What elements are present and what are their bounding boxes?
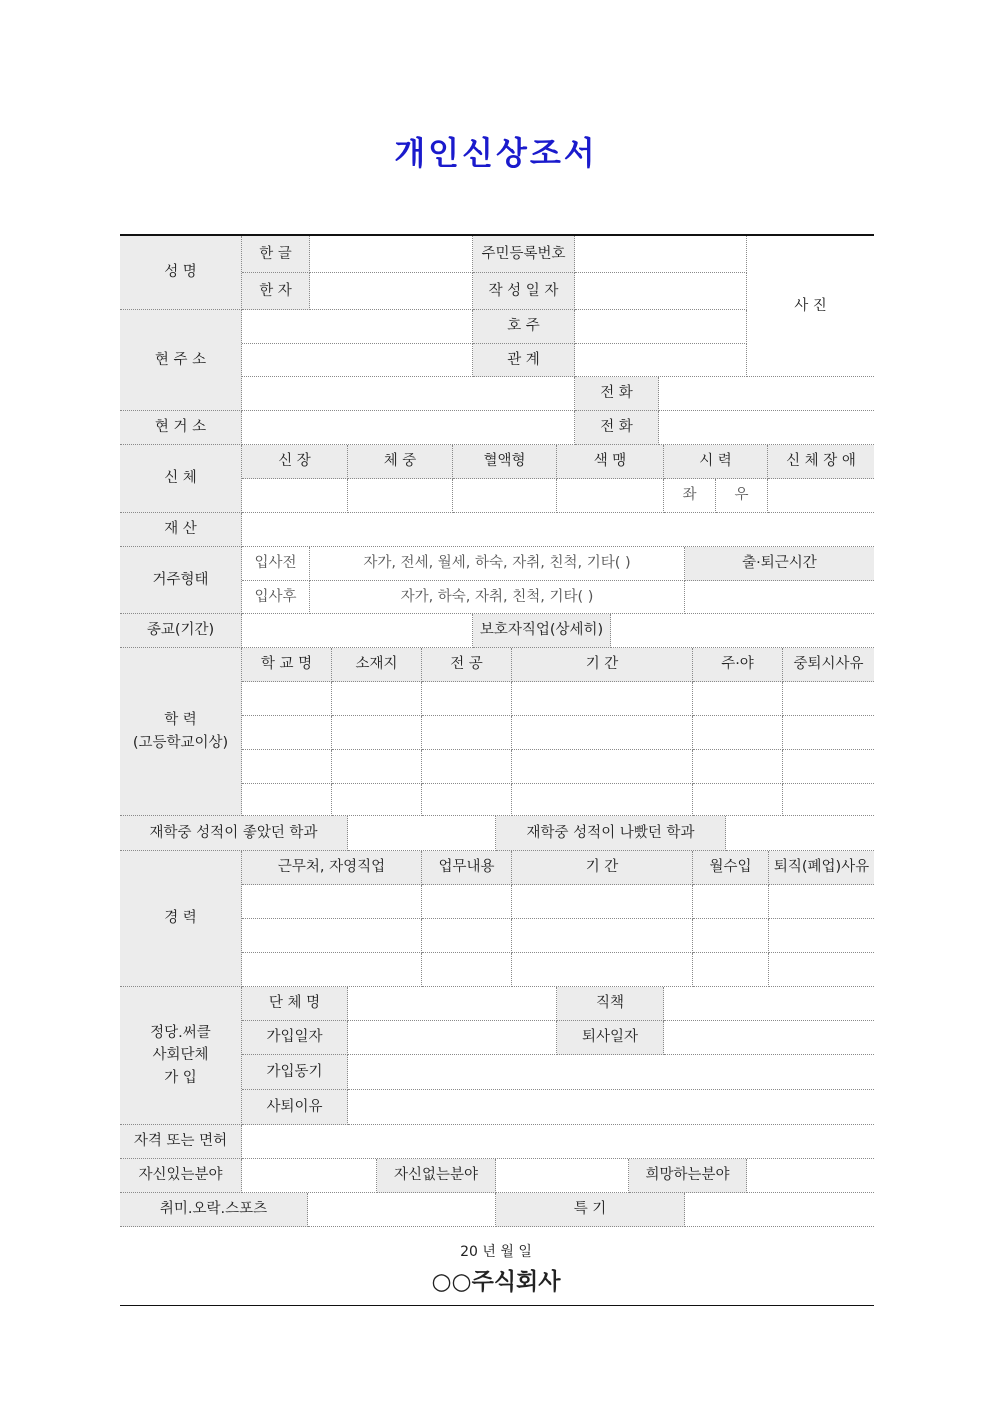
career-cell[interactable] xyxy=(242,919,422,953)
written-date-label: 작 성 일 자 xyxy=(473,273,575,310)
desired-area-label: 희망하는분야 xyxy=(629,1159,747,1193)
property-label: 재 산 xyxy=(120,513,242,547)
position-label: 직책 xyxy=(557,987,664,1021)
group-membership-label xyxy=(120,987,242,1125)
education-cell[interactable] xyxy=(693,784,783,816)
hanja-name-field[interactable] xyxy=(310,273,473,310)
special-skill-field[interactable] xyxy=(685,1193,874,1227)
education-cell[interactable] xyxy=(693,750,783,784)
group-label-line3: 가 입 xyxy=(164,1069,197,1086)
career-cell[interactable] xyxy=(242,953,422,987)
career-label: 경 력 xyxy=(120,851,242,987)
resident-no-field[interactable] xyxy=(575,236,747,273)
education-cell[interactable] xyxy=(422,682,512,716)
body-label: 신 체 xyxy=(120,445,242,513)
school-name-header: 학 교 명 xyxy=(242,648,332,682)
blood-type-header: 혈액형 xyxy=(453,445,557,479)
written-date-field[interactable] xyxy=(575,273,747,310)
special-skill-label: 특 기 xyxy=(496,1193,685,1227)
education-cell[interactable] xyxy=(512,716,693,750)
color-blind-field[interactable] xyxy=(557,479,664,513)
unconfident-area-label: 자신없는분야 xyxy=(377,1159,496,1193)
current-address-label: 현 주 소 xyxy=(120,310,242,411)
photo-box[interactable]: 사 진 xyxy=(747,236,874,377)
householder-label: 호 주 xyxy=(473,310,575,344)
education-cell[interactable] xyxy=(422,716,512,750)
join-date-label: 가입일자 xyxy=(242,1021,348,1055)
education-cell[interactable] xyxy=(693,716,783,750)
group-name-field[interactable] xyxy=(348,987,557,1021)
disability-header: 신 체 장 애 xyxy=(768,445,874,479)
education-cell[interactable] xyxy=(332,784,422,816)
form-table xyxy=(120,234,874,1228)
education-period-header: 기 간 xyxy=(512,648,693,682)
residence-phone-field[interactable] xyxy=(659,411,874,445)
career-cell[interactable] xyxy=(693,885,769,919)
education-cell[interactable] xyxy=(783,784,874,816)
guardian-job-label: 보호자직업(상세히) xyxy=(473,614,611,648)
leave-date-field[interactable] xyxy=(664,1021,874,1055)
license-field[interactable] xyxy=(242,1125,874,1159)
leave-reason-field[interactable] xyxy=(348,1090,874,1125)
group-label-line1: 정당.써클 xyxy=(150,1024,211,1041)
career-cell[interactable] xyxy=(422,953,512,987)
after-joining-label: 입사후 xyxy=(242,581,310,614)
day-night-header: 주·야 xyxy=(693,648,783,682)
bottom-rule xyxy=(120,1305,874,1306)
company-name: ○○주식회사 xyxy=(431,1269,561,1295)
education-cell[interactable] xyxy=(512,750,693,784)
vision-header: 시 력 xyxy=(664,445,768,479)
education-cell[interactable] xyxy=(512,784,693,816)
housing-label: 거주형태 xyxy=(120,547,242,614)
education-cell[interactable] xyxy=(693,682,783,716)
bad-subject-label: 재학중 성적이 나빴던 학과 xyxy=(496,816,726,851)
career-period-header: 기 간 xyxy=(512,851,693,885)
duties-header: 업무내용 xyxy=(422,851,512,885)
phone-field[interactable] xyxy=(659,377,874,411)
education-cell[interactable] xyxy=(242,716,332,750)
good-subject-label: 재학중 성적이 좋았던 학과 xyxy=(120,816,348,851)
career-cell[interactable] xyxy=(693,953,769,987)
householder-field[interactable] xyxy=(575,310,747,344)
blood-type-field[interactable] xyxy=(453,479,557,513)
education-label-line2: (고등학교이상) xyxy=(132,734,229,751)
education-cell[interactable] xyxy=(332,750,422,784)
career-cell[interactable] xyxy=(512,885,693,919)
vision-right-field[interactable]: 우 xyxy=(716,479,768,513)
residence-label: 현 거 소 xyxy=(120,411,242,445)
education-cell[interactable] xyxy=(332,716,422,750)
current-address-field-3[interactable] xyxy=(242,377,575,411)
residence-field[interactable] xyxy=(242,411,575,445)
join-motive-field[interactable] xyxy=(348,1055,874,1090)
career-cell[interactable] xyxy=(693,919,769,953)
education-cell[interactable] xyxy=(783,750,874,784)
education-label xyxy=(120,648,242,816)
color-blind-header: 색 맹 xyxy=(557,445,664,479)
vision-left-field[interactable]: 좌 xyxy=(664,479,716,513)
education-cell[interactable] xyxy=(242,750,332,784)
weight-header: 체 중 xyxy=(348,445,453,479)
relation-label: 관 계 xyxy=(473,344,575,377)
career-cell[interactable] xyxy=(422,919,512,953)
after-joining-options[interactable]: 자가, 하숙, 자취, 친척, 기타( ) xyxy=(310,581,685,614)
career-cell[interactable] xyxy=(512,953,693,987)
hobby-field[interactable] xyxy=(308,1193,496,1227)
workplace-header: 근무처, 자영직업 xyxy=(242,851,422,885)
guardian-job-field[interactable] xyxy=(611,614,874,648)
before-joining-label: 입사전 xyxy=(242,547,310,581)
education-cell[interactable] xyxy=(242,784,332,816)
education-cell[interactable] xyxy=(242,682,332,716)
confident-area-label: 자신있는분야 xyxy=(120,1159,242,1193)
leave-reason-label: 사퇴이유 xyxy=(242,1090,348,1125)
education-cell[interactable] xyxy=(783,716,874,750)
license-label: 자격 또는 면허 xyxy=(120,1125,242,1159)
education-cell[interactable] xyxy=(783,682,874,716)
group-label-line2: 사회단체 xyxy=(152,1047,209,1064)
before-joining-options[interactable]: 자가, 전세, 월세, 하숙, 자취, 친척, 기타( ) xyxy=(310,547,685,581)
education-label-line1: 학 력 xyxy=(164,712,197,729)
education-cell[interactable] xyxy=(332,682,422,716)
hangul-label: 한 글 xyxy=(242,236,310,273)
leave-date-label: 퇴사일자 xyxy=(557,1021,664,1055)
good-subject-field[interactable] xyxy=(348,816,496,851)
height-header: 신 장 xyxy=(242,445,348,479)
relation-field[interactable] xyxy=(575,344,747,377)
bad-subject-field[interactable] xyxy=(726,816,874,851)
disability-field[interactable] xyxy=(768,479,874,513)
education-cell[interactable] xyxy=(422,784,512,816)
career-cell[interactable] xyxy=(422,885,512,919)
education-cell[interactable] xyxy=(512,682,693,716)
education-cell[interactable] xyxy=(422,750,512,784)
career-cell[interactable] xyxy=(769,919,874,953)
resignation-reason-header: 퇴직(폐업)사유 xyxy=(769,851,874,885)
unconfident-area-field[interactable] xyxy=(496,1159,629,1193)
career-cell[interactable] xyxy=(769,953,874,987)
group-name-label: 단 체 명 xyxy=(242,987,348,1021)
religion-field[interactable] xyxy=(242,614,473,648)
career-cell[interactable] xyxy=(242,885,422,919)
date-line: 20 년 월 일 xyxy=(460,1244,532,1260)
hanja-label: 한 자 xyxy=(242,273,310,310)
name-label: 성 명 xyxy=(120,236,242,310)
monthly-income-header: 월수입 xyxy=(693,851,769,885)
current-address-field-2[interactable] xyxy=(242,344,473,377)
school-location-header: 소재지 xyxy=(332,648,422,682)
hangul-name-field[interactable] xyxy=(310,236,473,273)
current-address-field-1[interactable] xyxy=(242,310,473,344)
weight-field[interactable] xyxy=(348,479,453,513)
resident-no-label: 주민등록번호 xyxy=(473,236,575,273)
property-field[interactable] xyxy=(242,513,874,547)
major-header: 전 공 xyxy=(422,648,512,682)
dropout-reason-header: 중퇴시사유 xyxy=(783,648,874,682)
join-motive-label: 가입동기 xyxy=(242,1055,348,1090)
religion-label: 종교(기간) xyxy=(120,614,242,648)
commute-time-label: 출·퇴근시간 xyxy=(685,547,874,581)
commute-time-field[interactable] xyxy=(685,581,874,614)
join-date-field[interactable] xyxy=(348,1021,557,1055)
document-title: 개인신상조서 xyxy=(394,134,598,172)
hobby-label: 취미.오락.스포츠 xyxy=(120,1193,308,1227)
residence-phone-label: 전 화 xyxy=(575,411,659,445)
desired-area-field[interactable] xyxy=(747,1159,874,1193)
career-cell[interactable] xyxy=(512,919,693,953)
position-field[interactable] xyxy=(664,987,874,1021)
height-field[interactable] xyxy=(242,479,348,513)
phone-label: 전 화 xyxy=(575,377,659,411)
career-cell[interactable] xyxy=(769,885,874,919)
confident-area-field[interactable] xyxy=(242,1159,377,1193)
